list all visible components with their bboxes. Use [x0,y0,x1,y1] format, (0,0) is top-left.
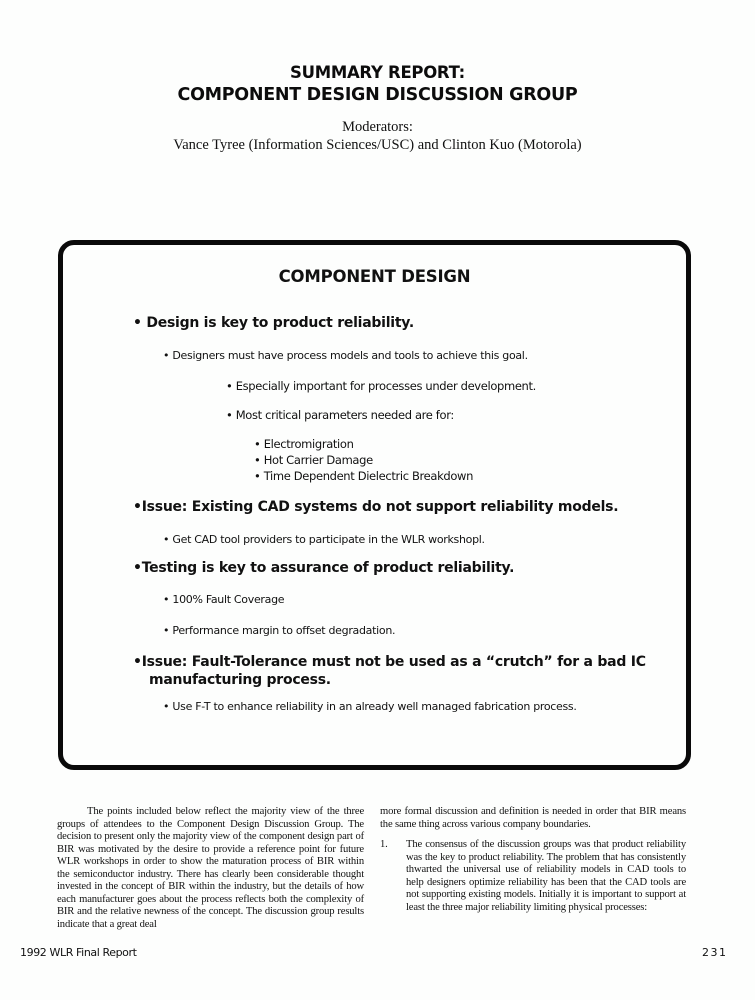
slide-bullet: • Performance margin to offset degradation. [163,624,396,637]
list-number: 1. [380,839,388,850]
slide-bullet: manufacturing process. [149,672,331,688]
page-number: 231 [702,946,728,959]
body-paragraph: more formal discussion and definition is needed in order that BIR means the same thing across various company boundaries. [380,806,686,830]
body-column-right [380,806,686,914]
numbered-list-item [380,839,686,914]
list-item-text: The consensus of the discussion groups was that product reliability was the key to product reliability. The problem that has consistently thwarted the universal use of reliability models in CAD tools to help designers optimize reliability has been that the CAD tools are not supporting existing models. Initially it is important to support at least the three major reliability limiting physical processes: [406,839,686,913]
slide-bullet: • Electromigration [254,437,354,451]
slide-title: COMPONENT DESIGN [278,267,471,286]
moderators-block [0,118,755,154]
slide-bullet: •Issue: Existing CAD systems do not support reliability models. [133,499,619,515]
slide-bullet: • Use F-T to enhance reliability in an already well managed fabrication process. [163,700,577,713]
slide-bullet: • Especially important for processes under development. [226,379,536,393]
slide-bullet: • Time Dependent Dielectric Breakdown [254,469,474,483]
slide-bullet: •Testing is key to assurance of product reliability. [133,560,515,576]
slide-bullet: •Issue: Fault-Tolerance must not be used as a “crutch” for a bad IC [133,654,646,670]
moderators-label: Moderators: [342,119,413,135]
slide-bullet: • Design is key to product reliability. [133,315,414,331]
slide-bullet: • Get CAD tool providers to participate in the WLR workshopl. [163,533,485,546]
footer-report-name: 1992 WLR Final Report [20,946,137,959]
moderators-names: Vance Tyree (Information Sciences/USC) and Clinton Kuo (Motorola) [173,137,582,153]
slide-box [58,240,691,770]
slide-bullet: • Most critical parameters needed are for: [226,408,454,422]
title-block [0,62,755,106]
slide-bullet: • Hot Carrier Damage [254,453,373,467]
slide-bullet: • Designers must have process models and tools to achieve this goal. [163,349,528,362]
slide-bullet: • 100% Fault Coverage [163,593,285,606]
body-column-left [57,806,364,931]
report-title-line-1: SUMMARY REPORT: [290,63,465,82]
report-title-line-2: COMPONENT DESIGN DISCUSSION GROUP [177,85,578,105]
body-paragraph: The points included below reflect the majority view of the three groups of attendees to the Component Design Discussion Group. The decision to present only the majority view of the component design part of BIR was motivated by the desire to provide a reference point for future WLR workshops in order to show the maturation process of BIR within the semiconductor industry. There has clearly been considerable thought invested in the concept of BIR within the industry, but the details of how each manufacturer goes about the process reflects both the complexity of BIR and the relative newness of the concept. The discussion group results indicate that a great deal [57,806,364,930]
